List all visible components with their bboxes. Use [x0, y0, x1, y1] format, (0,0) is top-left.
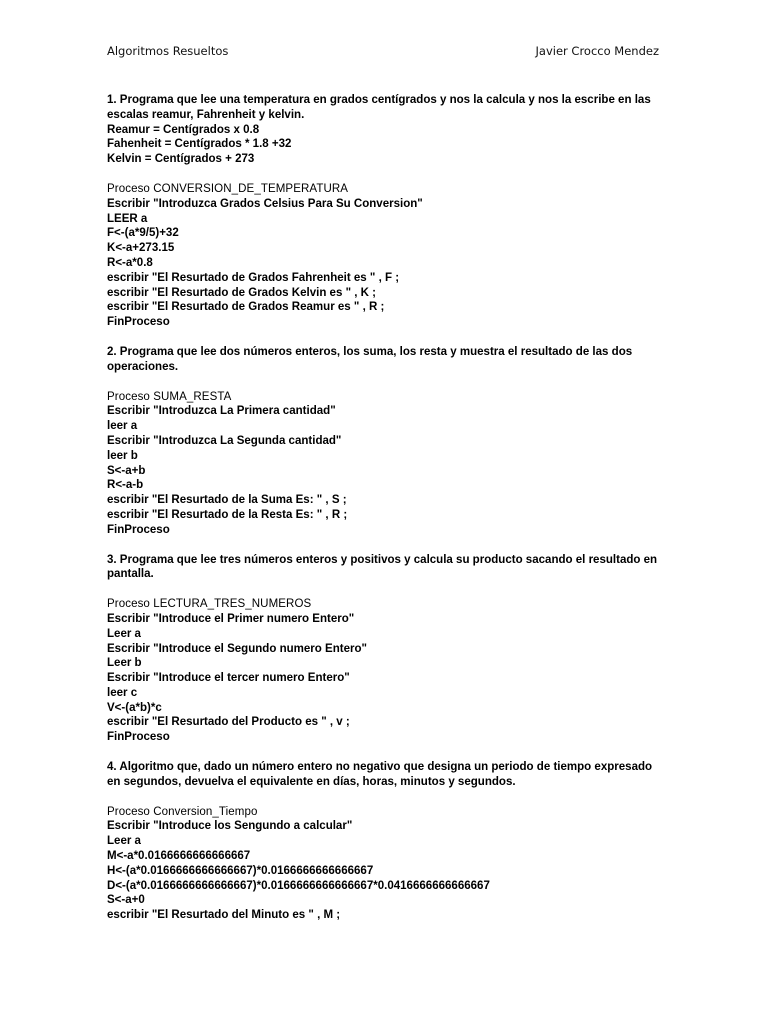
code-line: escribir "El Resurtado de Grados Kelvin es " , K ;: [107, 284, 377, 299]
code-line: V<-(a*b)*c: [107, 699, 162, 714]
section-title: 1. Programa que lee una temperatura en grados centígrados y nos la calcula y nos la escribe en las escalas reamur, Fahrenheit y kelvin.: [107, 92, 651, 121]
proceso-header: Proceso CONVERSION_DE_TEMPERATURA: [107, 180, 349, 195]
code-line: leer b: [107, 447, 138, 462]
code-line: Escribir "Introduce el Segundo numero Entero": [107, 640, 368, 655]
code-line: Escribir "Introduzca La Segunda cantidad": [107, 432, 342, 447]
code-line: K<-a+273.15: [107, 240, 175, 255]
code-line: escribir "El Resurtado del Minuto es " , M ;: [107, 907, 341, 922]
code-line: Escribir "Introduce el tercer numero Entero": [107, 670, 350, 685]
code-line: S<-a+b: [107, 462, 146, 477]
code-line: R<-a*0.8: [107, 254, 153, 269]
proceso-header: Proceso SUMA_RESTA: [107, 388, 232, 403]
formula-line: Fahenheit = Centígrados * 1.8 +32: [107, 136, 292, 151]
code-line: D<-(a*0.0166666666666667)*0.0166666666666667*0.0416666666666667: [107, 877, 490, 892]
code-line: M<-a*0.0166666666666667: [107, 848, 251, 863]
section-title: 4. Algoritmo que, dado un número entero no negativo que designa un periodo de tiempo expresado en segundos, devuelva el equivalente en días, horas, minutos y segundos.: [107, 759, 653, 788]
proceso-header: Proceso LECTURA_TRES_NUMEROS: [107, 596, 312, 611]
code-line: Leer a: [107, 833, 141, 848]
section-3: [107, 551, 658, 745]
code-line: H<-(a*0.0166666666666667)*0.0166666666666667: [107, 862, 374, 877]
formula-line: Reamur = Centígrados x 0.8: [107, 121, 260, 136]
code-line: escribir "El Resurtado de la Suma Es: " , S ;: [107, 492, 347, 507]
code-line: FinProceso: [107, 729, 170, 744]
code-line: FinProceso: [107, 314, 170, 329]
code-line: leer c: [107, 684, 138, 699]
code-line: escribir "El Resurtado de la Resta Es: " , R ;: [107, 506, 348, 521]
code-line: Leer b: [107, 655, 142, 670]
section-4: [107, 759, 653, 922]
page-header: [107, 44, 659, 62]
code-line: R<-a-b: [107, 477, 144, 492]
code-line: FinProceso: [107, 521, 170, 536]
code-line: Escribir "Introduce el Primer numero Entero": [107, 610, 355, 625]
section-2: [107, 343, 633, 537]
code-line: F<-(a*9/5)+32: [107, 225, 179, 240]
header-author: Javier Crocco Mendez: [535, 44, 659, 58]
code-line: escribir "El Resurtado de Grados Reamur es " , R ;: [107, 299, 385, 314]
code-line: Escribir "Introduzca Grados Celsius Para Su Conversion": [107, 195, 423, 210]
code-line: Escribir "Introduce los Sengundo a calcular": [107, 818, 353, 833]
code-line: escribir "El Resurtado del Producto es " , v ;: [107, 714, 350, 729]
section-1: [107, 92, 651, 329]
code-line: Leer a: [107, 625, 141, 640]
formula-line: Kelvin = Centígrados + 273: [107, 151, 255, 166]
proceso-header: Proceso Conversion_Tiempo: [107, 803, 258, 818]
document-body: [107, 92, 658, 922]
code-line: S<-a+0: [107, 892, 145, 907]
code-line: LEER a: [107, 210, 148, 225]
code-line: leer a: [107, 418, 138, 433]
header-title: Algoritmos Resueltos: [107, 44, 229, 58]
code-line: escribir "El Resurtado de Grados Fahrenheit es " , F ;: [107, 269, 400, 284]
code-line: Escribir "Introduzca La Primera cantidad": [107, 403, 336, 418]
section-title: 3. Programa que lee tres números enteros y positivos y calcula su producto sacando el resultado en pantalla.: [107, 551, 658, 581]
section-title: 2. Programa que lee dos números enteros, los suma, los resta y muestra el resultado de las dos operaciones.: [107, 343, 633, 373]
